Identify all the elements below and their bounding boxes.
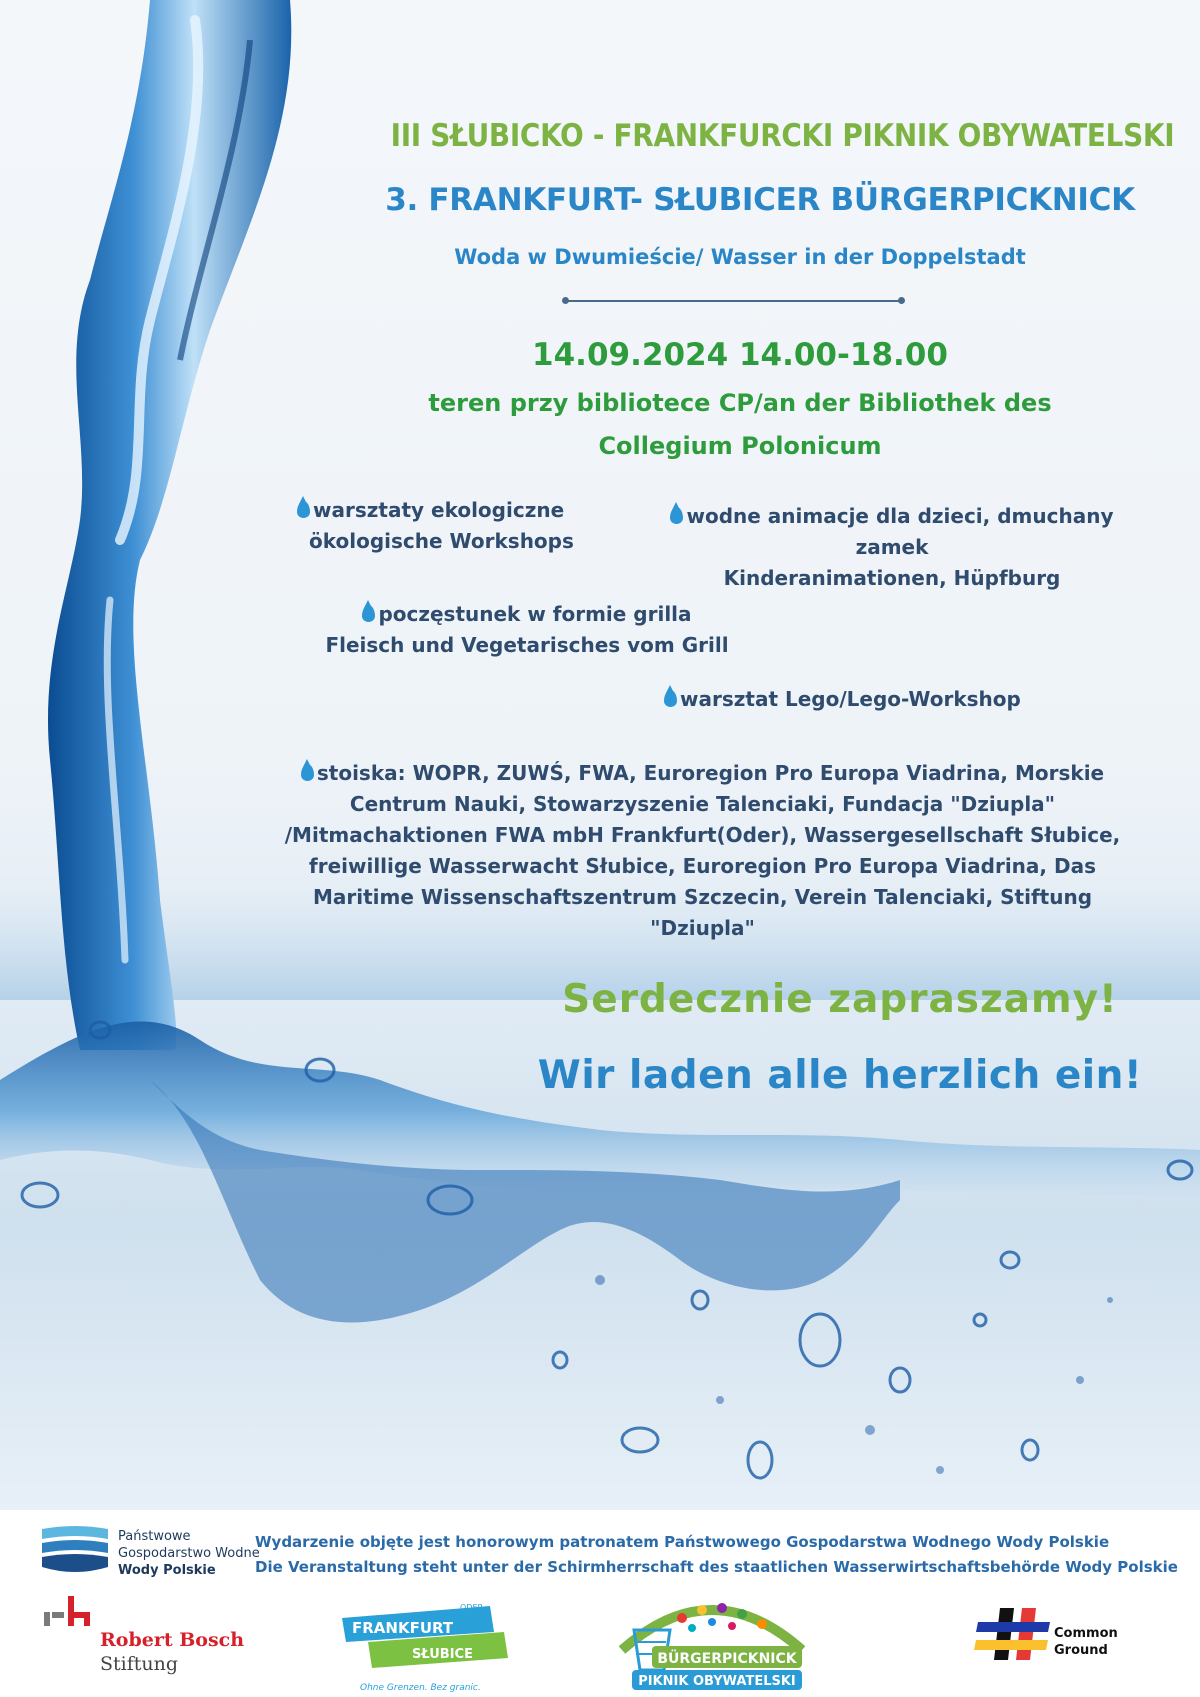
svg-text:SŁUBICE: SŁUBICE — [412, 1647, 473, 1662]
svg-text:FRANKFURT: FRANKFURT — [352, 1619, 454, 1637]
activity-kids-animations: wodne animacje dla dzieci, dmuchany zamek Kinderanimationen, Hüpfburg — [662, 501, 1122, 594]
common-ground-name: Common Ground — [1054, 1626, 1118, 1658]
activity-lego-workshop: warsztat Lego/Lego-Workshop — [664, 684, 1021, 715]
title-polish: III SŁUBICKO - FRANKFURCKI PIKNIK OBYWATELSKI — [390, 118, 1175, 154]
activity-grill: poczęstunek w formie grilla Fleisch und Vegetarisches vom Grill — [325, 602, 729, 657]
water-drop-icon — [664, 690, 677, 707]
svg-text:PIKNIK OBYWATELSKI: PIKNIK OBYWATELSKI — [638, 1674, 796, 1689]
location-line-1: teren przy bibliotece CP/an der Bibliothek des — [428, 389, 1052, 417]
svg-text:BÜRGERPICKNICK: BÜRGERPICKNICK — [657, 1651, 797, 1667]
wody-polskie-logo — [40, 1525, 110, 1577]
water-drop-icon — [670, 507, 683, 524]
water-drop-icon — [301, 764, 314, 781]
frankfurt-slubice-logo — [340, 1598, 510, 1696]
activity-eco-workshops: warsztaty ekologiczne ökologische Workshops — [297, 495, 574, 557]
wody-polskie-name: Państwowe Gospodarstwo Wodne Wody Polskie — [118, 1529, 260, 1578]
invitation-polish: Serdecznie zapraszamy! — [562, 977, 1118, 1022]
robert-bosch-logo — [44, 1596, 102, 1636]
burgerpicknick-logo — [612, 1590, 812, 1694]
invitation-german: Wir laden alle herzlich ein! — [537, 1053, 1143, 1098]
event-datetime: 14.09.2024 14.00-18.00 — [532, 337, 948, 373]
robert-bosch-name: Robert Bosch — [100, 1629, 245, 1651]
location-line-2: Collegium Polonicum — [598, 432, 882, 460]
svg-text:Ohne Grenzen. Bez granic.: Ohne Grenzen. Bez granic. — [360, 1683, 481, 1693]
title-german: 3. FRANKFURT- SŁUBICER BÜRGERPICKNICK — [385, 182, 1135, 218]
stands-list: stoiska: WOPR, ZUWŚ, FWA, Euroregion Pro Europa Viadrina, Morskie Centrum Nauki, Stowarzyszenie Talenciaki, Fundacja "Dziupla" /Mitmachaktionen FWA mbH Frankfurt(Oder), Wassergesellschaft Słubice, freiwillige Wasserwacht Słubice, Euroregion Pro Europa Viadrina, Das Maritime Wissenschaftszentrum Szczecin, Verein Talenciaki, Stiftung "Dziupla" — [284, 761, 1121, 940]
subtitle: Woda w Dwumieście/ Wasser in der Doppelstadt — [454, 245, 1026, 269]
divider-line — [565, 300, 902, 302]
water-drop-icon — [362, 605, 375, 622]
robert-bosch-stiftung: Stiftung — [100, 1653, 179, 1675]
svg-text:ODER: ODER — [460, 1603, 484, 1612]
patronage-text: Wydarzenie objęte jest honorowym patronatem Państwowego Gospodarstwa Wodnego Wody Polskie Die Veranstaltung steht unter der Schirmherrschaft des staatlichen Wasserwirtschaftsbehörde Wody Polskie — [255, 1533, 1178, 1576]
water-drop-icon — [297, 501, 310, 518]
